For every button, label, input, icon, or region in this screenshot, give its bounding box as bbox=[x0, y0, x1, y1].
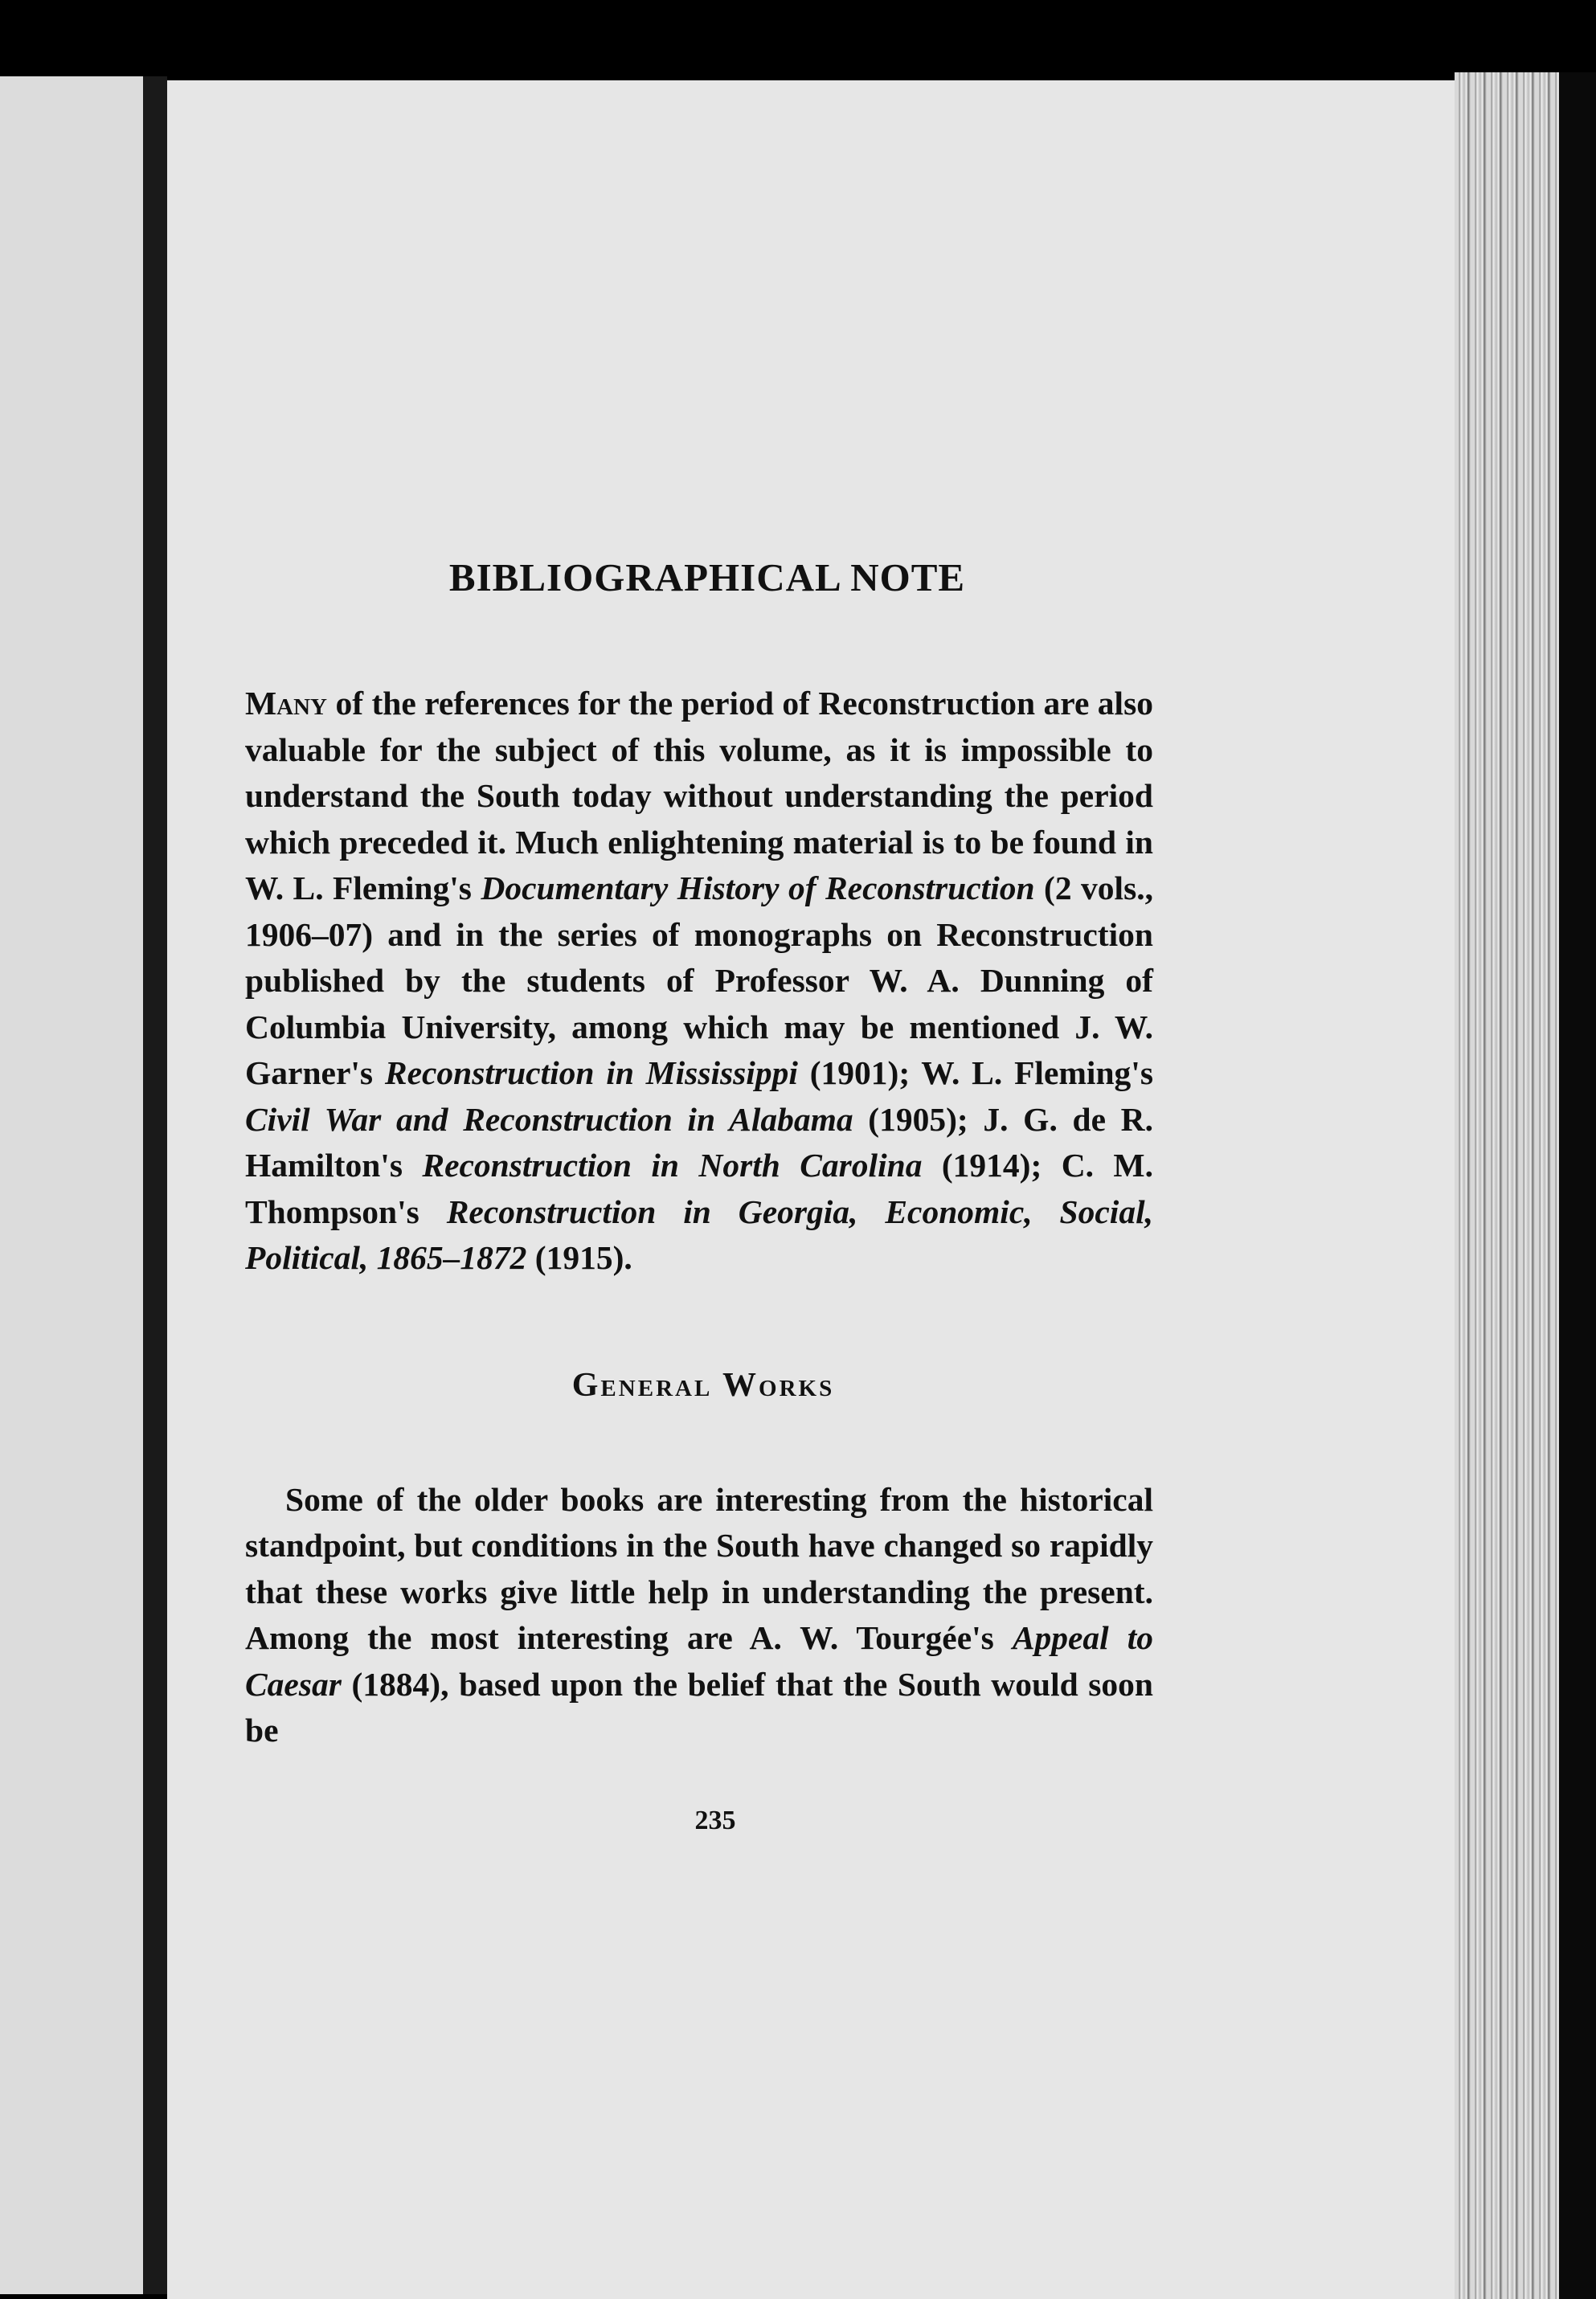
general-text-2: (1884), based upon the belief that the South would soon be bbox=[245, 1665, 1153, 1749]
intro-text-1: of the references for the period of Reconstruction are also valuable for the subject of this volume, as it is impossible to understand the South today without understanding the period which preceded it. Much enlightening material is to be found in W. L. Fleming's bbox=[245, 685, 1153, 906]
page-number: 235 bbox=[694, 1806, 736, 1835]
section-heading: General Works bbox=[571, 1366, 835, 1404]
intro-title-2: Reconstruction in Mississippi bbox=[384, 1054, 798, 1091]
intro-title-3: Civil War and Reconstruction in Alabama bbox=[245, 1100, 853, 1138]
intro-title-4: Reconstruction in North Carolina bbox=[422, 1147, 923, 1184]
general-paragraph bbox=[245, 1477, 1153, 1754]
general-text-1: Some of the older books are interesting from the historical standpoint, but conditions in the South have changed so rapidly that these works give little help in understanding the present. Among the most interesting are A. W. Tourgée's bbox=[245, 1480, 1153, 1656]
page-text bbox=[245, 554, 1153, 1754]
intro-title-5: Reconstruction in Georgia, Economic, Social, Political, 1865–1872 bbox=[245, 1192, 1153, 1276]
intro-paragraph bbox=[245, 681, 1153, 1282]
intro-text-2: (2 vols., 1906–07) and in the series of monographs on Reconstruction published by the students of Professor W. A. Dunning of Columbia University, among which may be mentioned J. W. Garner's bbox=[245, 869, 1153, 1091]
intro-text-6: (1915). bbox=[526, 1239, 632, 1276]
facing-page-edge bbox=[0, 76, 143, 2294]
general-title-1: Appeal to Caesar bbox=[245, 1619, 1153, 1703]
intro-text-3: (1901); W. L. Fleming's bbox=[797, 1054, 1153, 1091]
page-heading: BIBLIOGRAPHICAL NOTE bbox=[448, 555, 966, 599]
intro-text-4: (1905); J. G. de R. Hamilton's bbox=[245, 1100, 1153, 1184]
scan-border bbox=[1559, 72, 1596, 2299]
intro-title-1: Documentary History of Reconstruction bbox=[481, 869, 1035, 906]
lead-word: Many bbox=[245, 685, 327, 722]
page-stack-edges bbox=[1455, 72, 1559, 2299]
gutter-shadow bbox=[143, 76, 167, 2294]
intro-text-5: (1914); C. M. Thompson's bbox=[245, 1147, 1153, 1230]
